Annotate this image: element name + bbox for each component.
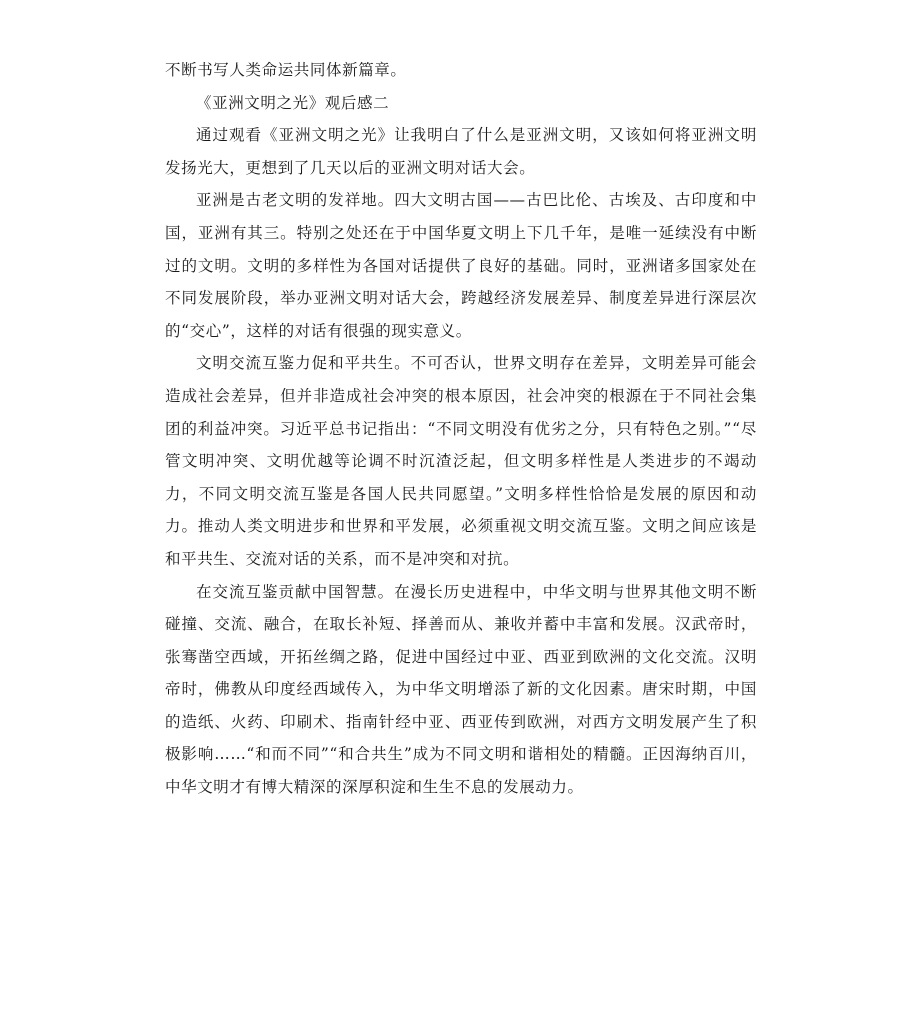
paragraph: 亚洲是古老文明的发祥地。四大文明古国——古巴比伦、古埃及、古印度和中国，亚洲有其三。特别之处还在于中国华夏文明上下几千年，是唯一延续没有中断过的文明。文明的多样性为各国对话提供了良好的基础。同时，亚洲诸多国家处在不同发展阶段，举办亚洲文明对话大会，跨越经济发展差异、制度差异进行深层次的“交心”，这样的对话有很强的现实意义。 [165, 191, 757, 340]
paragraph-continuation: 不断书写人类命运共同体新篇章。 [165, 61, 407, 79]
essay-title: 《亚洲文明之光》观后感二 [196, 93, 390, 112]
paragraph: 通过观看《亚洲文明之光》让我明白了什么是亚洲文明，又该如何将亚洲文明发扬光大，更想到了几天以后的亚洲文明对话大会。 [165, 126, 757, 177]
paragraph: 文明交流互鉴力促和平共生。不可否认，世界文明存在差异，文明差异可能会造成社会差异，但并非造成社会冲突的根本原因，社会冲突的根源在于不同社会集团的利益冲突。习近平总书记指出：“不同文明没有优劣之分，只有特色之别。”“尽管文明冲突、文明优越等论调不时沉渣泛起，但文明多样性是人类进步的不竭动力，不同文明交流互鉴是各国人民共同愿望。”文明多样性恰恰是发展的原因和动力。推动人类文明进步和世界和平发展，必须重视文明交流互鉴。文明之间应该是和平共生、交流对话的关系，而不是冲突和对抗。 [165, 354, 757, 568]
paragraph: 在交流互鉴贡献中国智慧。在漫长历史进程中，中华文明与世界其他文明不断碰撞、交流、融合，在取长补短、择善而从、兼收并蓄中丰富和发展。汉武帝时，张骞凿空西域，开拓丝绸之路，促进中国经过中亚、西亚到欧洲的文化交流。汉明帝时，佛教从印度经西域传入，为中华文明增添了新的文化因素。唐宋时期，中国的造纸、火药、印刷术、指南针经中亚、西亚传到欧洲，对西方文明发展产生了积极影响……“和而不同”“和合共生”成为不同文明和谐相处的精髓。正因海纳百川，中华文明才有博大精深的深厚积淀和生生不息的发展动力。 [165, 582, 757, 797]
document-body [165, 54, 757, 804]
